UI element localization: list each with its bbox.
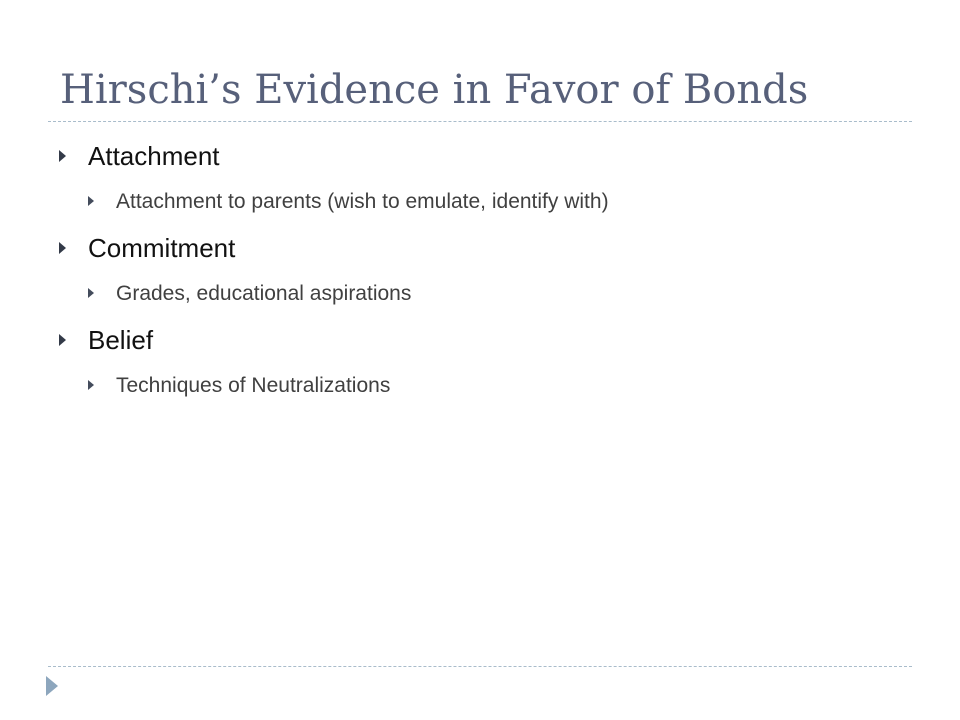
triangle-right-icon: [88, 288, 94, 298]
sub-bullet-label: Grades, educational aspirations: [116, 282, 412, 305]
triangle-right-icon: [59, 242, 66, 254]
sub-bullet-label: Techniques of Neutralizations: [116, 374, 391, 397]
triangle-right-icon: [88, 380, 94, 390]
footer-divider: [48, 666, 912, 667]
triangle-right-icon: [59, 334, 66, 346]
sub-bullet-item: [56, 360, 916, 412]
sub-bullet-label: Attachment to parents (wish to emulate, identify with): [116, 190, 609, 213]
footer-triangle-icon: [46, 676, 58, 696]
bullet-item-attachment: [56, 136, 916, 176]
sub-bullet-item: [56, 268, 916, 320]
title-divider: [48, 121, 912, 122]
triangle-right-icon: [88, 196, 94, 206]
bullet-item-belief: [56, 320, 916, 360]
bullet-label: Commitment: [88, 233, 236, 263]
slide-title: Hirschi’s Evidence in Favor of Bonds: [60, 67, 809, 113]
bullet-label: Attachment: [88, 141, 220, 171]
sub-bullet-item: [56, 176, 916, 228]
bullet-label: Belief: [88, 325, 154, 355]
triangle-right-icon: [59, 150, 66, 162]
bullet-item-commitment: [56, 228, 916, 268]
bullet-list: [56, 136, 916, 412]
